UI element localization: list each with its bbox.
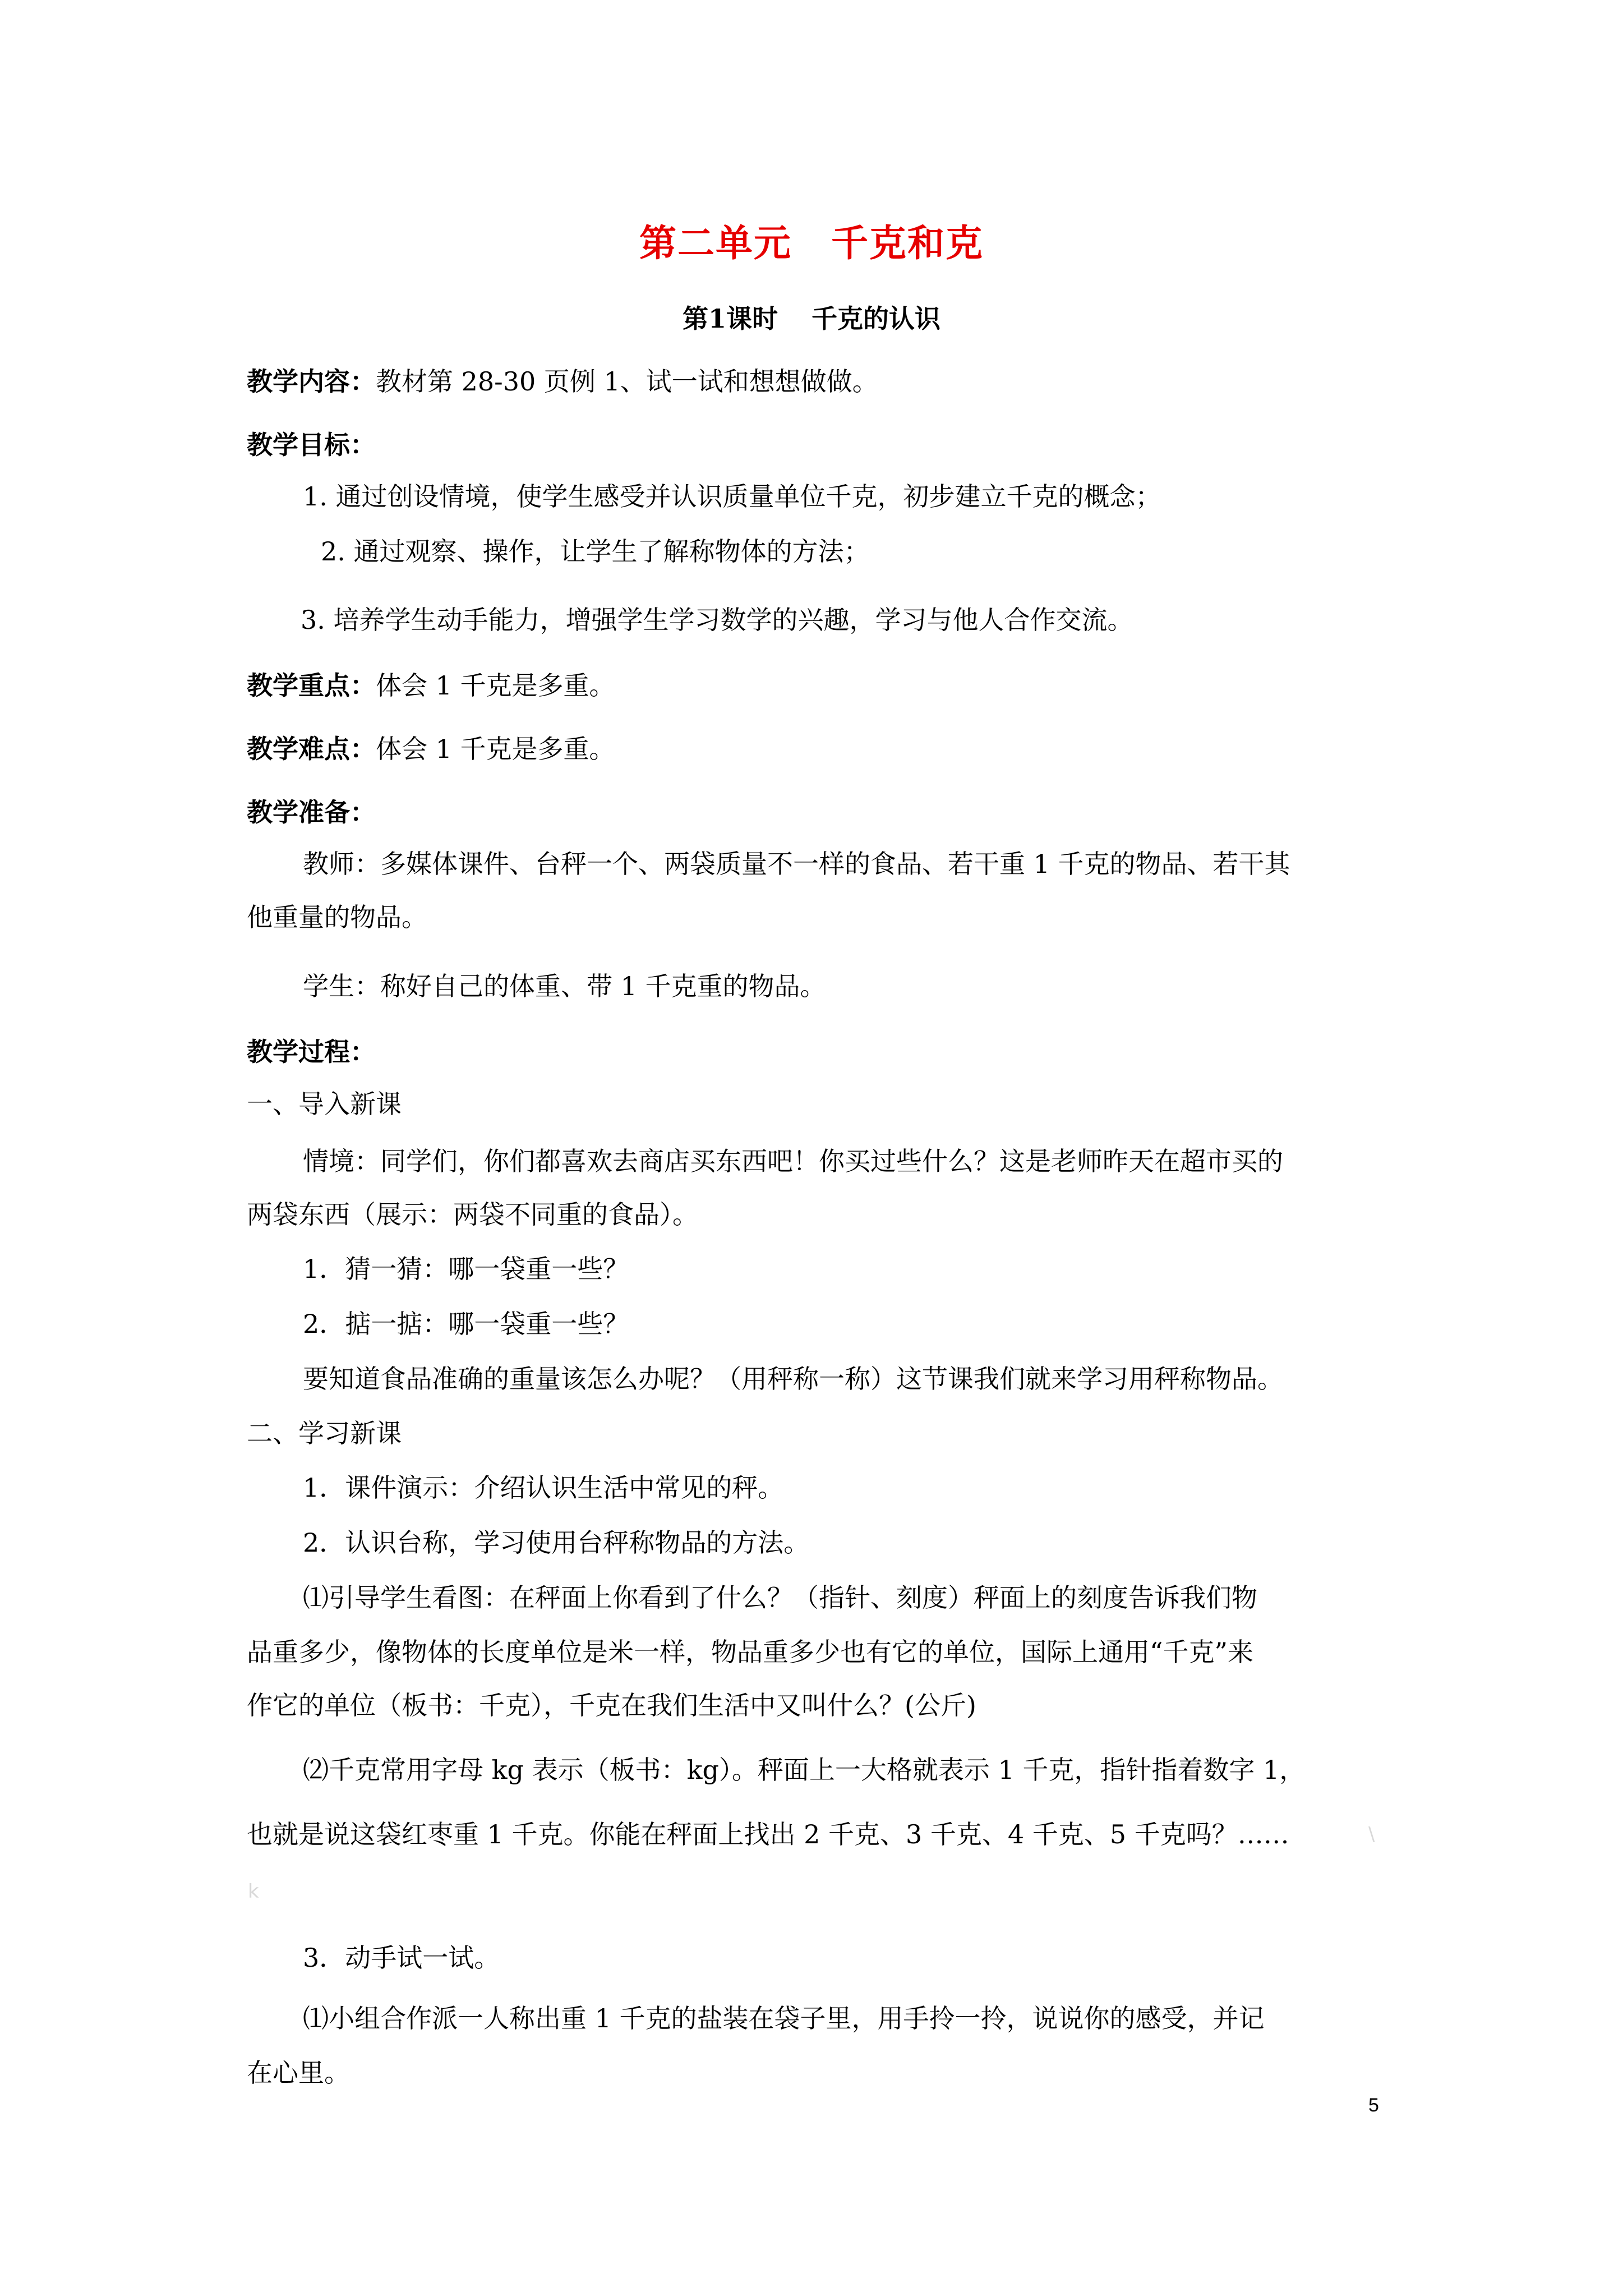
paragraph-line: 1．课件演示：介绍认识生活中常见的秤。 xyxy=(303,1473,784,1503)
paragraph-line: 情境：同学们，你们都喜欢去商店买东西吧！你买过些什么？这是老师昨天在超市买的 xyxy=(303,1146,1283,1176)
goal-item: 2. 通过观察、操作，让学生了解称物体的方法； xyxy=(321,536,870,567)
lesson-title xyxy=(0,298,1623,335)
unit-name: 千克和克 xyxy=(831,221,984,265)
content-label: 教学内容： xyxy=(247,366,376,397)
key-point-text: 体会 1 千克是多重。 xyxy=(376,670,615,701)
key-point-label: 教学重点： xyxy=(247,670,376,701)
paragraph-line: 作它的单位（板书：千克），千克在我们生活中又叫什么？(公斤) xyxy=(247,1690,976,1720)
paragraph-line: 要知道食品准确的重量该怎么办呢？（用秤称一称）这节课我们就来学习用秤称物品。 xyxy=(303,1364,1283,1394)
lesson-number: 第1课时 xyxy=(682,303,778,334)
paragraph-line: 在心里。 xyxy=(247,2058,350,2088)
student-prep-line: 学生：称好自己的体重、带 1 千克重的物品。 xyxy=(303,971,826,1001)
difficulty-line xyxy=(247,732,1385,766)
key-point-line xyxy=(247,669,1385,702)
paragraph-line: ⑵千克常用字母 kg 表示（板书：kg）。秤面上一大格就表示 1 千克，指针指着数字 1， xyxy=(303,1755,1306,1785)
paragraph-line: 3．动手试一试。 xyxy=(303,1943,500,1973)
paragraph-line: 品重多少，像物体的长度单位是米一样，物品重多少也有它的单位，国际上通用“千克”来 xyxy=(247,1637,1254,1667)
teacher-prep-line: 他重量的物品。 xyxy=(247,902,427,932)
goal-item: 3. 培养学生动手能力，增强学生学习数学的兴趣，学习与他人合作交流。 xyxy=(301,605,1133,635)
faint-mark: \ xyxy=(1368,1823,1375,1846)
lesson-name: 千克的认识 xyxy=(811,303,940,334)
process-label: 教学过程： xyxy=(247,1037,376,1067)
paragraph-line: 两袋东西（展示：两袋不同重的食品）。 xyxy=(247,1199,698,1230)
difficulty-text: 体会 1 千克是多重。 xyxy=(376,734,615,764)
content-text: 教材第 28-30 页例 1、试一试和想想做做。 xyxy=(376,366,878,397)
paragraph-line: ⑴引导学生看图：在秤面上你看到了什么？（指针、刻度）秤面上的刻度告诉我们物 xyxy=(303,1582,1257,1613)
paragraph-line: 2．掂一掂：哪一袋重一些？ xyxy=(303,1309,629,1339)
unit-number: 第二单元 xyxy=(639,221,792,265)
goal-item: 1. 通过创设情境，使学生感受并认识质量单位千克，初步建立千克的概念； xyxy=(303,481,1161,512)
preparation-label: 教学准备： xyxy=(247,797,376,827)
unit-title xyxy=(0,213,1623,266)
paragraph-line: 1．猜一猜：哪一袋重一些？ xyxy=(303,1254,629,1284)
section-heading: 一、导入新课 xyxy=(247,1089,402,1119)
page-number: 5 xyxy=(1368,2095,1379,2116)
paragraph-line: 也就是说这袋红枣重 1 千克。你能在秤面上找出 2 千克、3 千克、4 千克、5 千克吗？…… xyxy=(247,1819,1289,1849)
paragraph-line: 2．认识台称，学习使用台秤称物品的方法。 xyxy=(303,1527,810,1558)
difficulty-label: 教学难点： xyxy=(247,734,376,764)
faint-mark: k xyxy=(248,1880,259,1903)
paragraph-line: ⑴小组合作派一人称出重 1 千克的盐装在袋子里，用手拎一拎，说说你的感受，并记 xyxy=(303,2003,1265,2033)
content-line xyxy=(247,365,1385,398)
goals-label: 教学目标： xyxy=(247,430,376,460)
section-heading: 二、学习新课 xyxy=(247,1418,402,1448)
teacher-prep-line: 教师：多媒体课件、台秤一个、两袋质量不一样的食品、若干重 1 千克的物品、若干其 xyxy=(303,849,1290,879)
